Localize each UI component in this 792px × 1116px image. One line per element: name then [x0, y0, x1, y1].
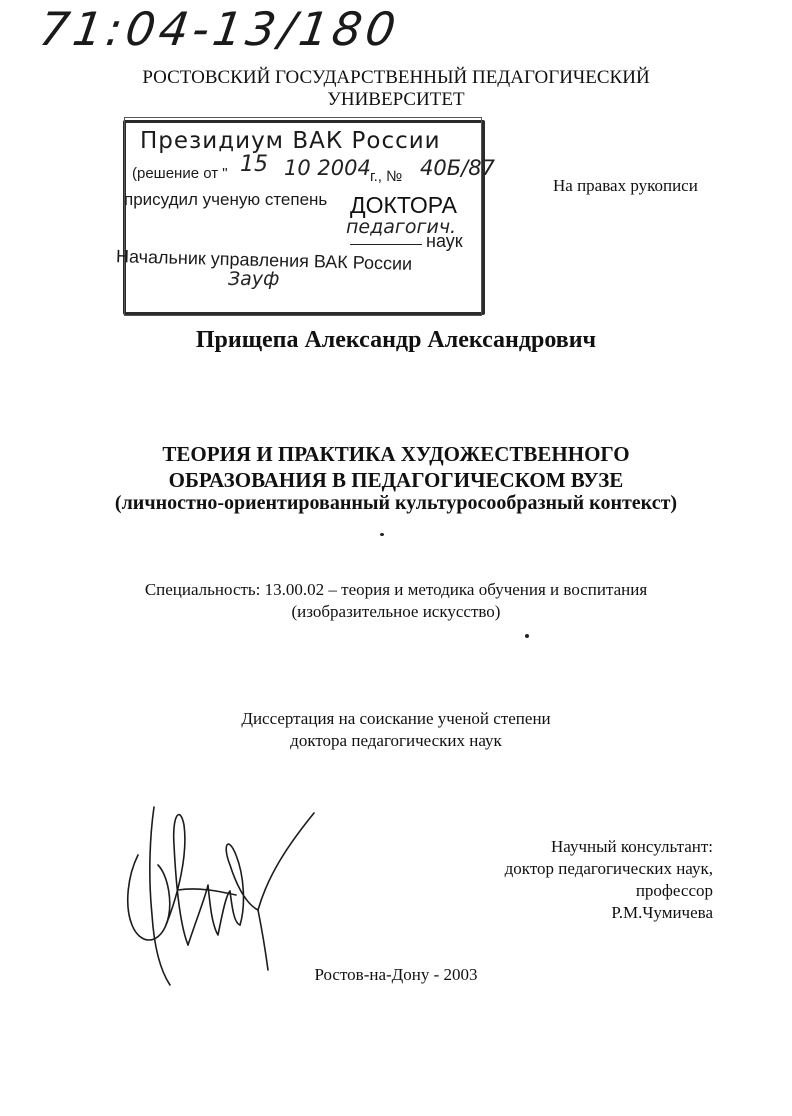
dissertation-degree-line1: Диссертация на соискание ученой степени	[241, 709, 551, 728]
dissertation-degree-line2: доктора педагогических наук	[290, 731, 502, 750]
scan-speck	[525, 634, 529, 638]
scan-speck	[380, 533, 384, 536]
consultant-line4: Р.М.Чумичева	[611, 903, 713, 922]
dissertation-title	[0, 441, 792, 493]
handwritten-archive-number: 71:04-13/180	[36, 2, 403, 56]
university-name	[0, 67, 792, 111]
speciality-line1: Специальность: 13.00.02 – теория и методика обучения и воспитания	[144, 580, 648, 599]
dissertation-subtitle: (личностно-ориентированный культуросообразный контекст)	[114, 492, 678, 514]
stamp-decision-mid: г., №	[370, 168, 403, 185]
speciality-block	[0, 579, 792, 623]
speciality-line2: (изобразительное искусство)	[291, 602, 501, 621]
stamp-decision-month-year: 10 2004	[284, 156, 371, 180]
dissertation-degree-block	[0, 708, 792, 752]
stamp-decision-day: 15	[240, 152, 268, 177]
stamp-decision-number: 40Б/87	[420, 156, 495, 180]
stamp-awarded-text: присудил ученую степень	[124, 190, 328, 209]
consultant-line2: доктор педагогических наук,	[504, 859, 713, 878]
scientific-consultant-block	[440, 836, 713, 924]
dissertation-title-line2: ОБРАЗОВАНИЯ В ПЕДАГОГИЧЕСКОМ ВУЗЕ	[168, 468, 624, 492]
dissertation-title-line1: ТЕОРИЯ И ПРАКТИКА ХУДОЖЕСТВЕННОГО	[162, 442, 630, 466]
manuscript-rights-note: На правах рукописи	[553, 176, 698, 195]
university-name-line2: УНИВЕРСИТЕТ	[327, 89, 465, 110]
consultant-line1: Научный консультант:	[551, 837, 713, 856]
stamp-head-of-department: Начальник управления ВАК России	[115, 246, 413, 274]
university-name-line1: РОСТОВСКИЙ ГОСУДАРСТВЕННЫЙ ПЕДАГОГИЧЕСКИЙ	[142, 67, 650, 88]
consultant-line3: профессор	[635, 881, 713, 900]
city-and-year: Ростов-на-Дону - 2003	[314, 965, 478, 984]
stamp-field-underline	[350, 244, 422, 245]
stamp-sciences: наук	[426, 231, 463, 251]
stamp-field-handwritten: педагогич.	[346, 216, 457, 238]
stamp-degree: ДОКТОРА	[350, 192, 457, 218]
stamp-signature-text: Зауф	[228, 268, 280, 290]
stamp-decision-prefix: (решение от "	[132, 165, 228, 182]
stamp-decision-line	[132, 165, 228, 182]
stamp-title: Президиум ВАК России	[140, 128, 441, 154]
author-name: Прищепа Александр Александрович	[195, 327, 597, 353]
